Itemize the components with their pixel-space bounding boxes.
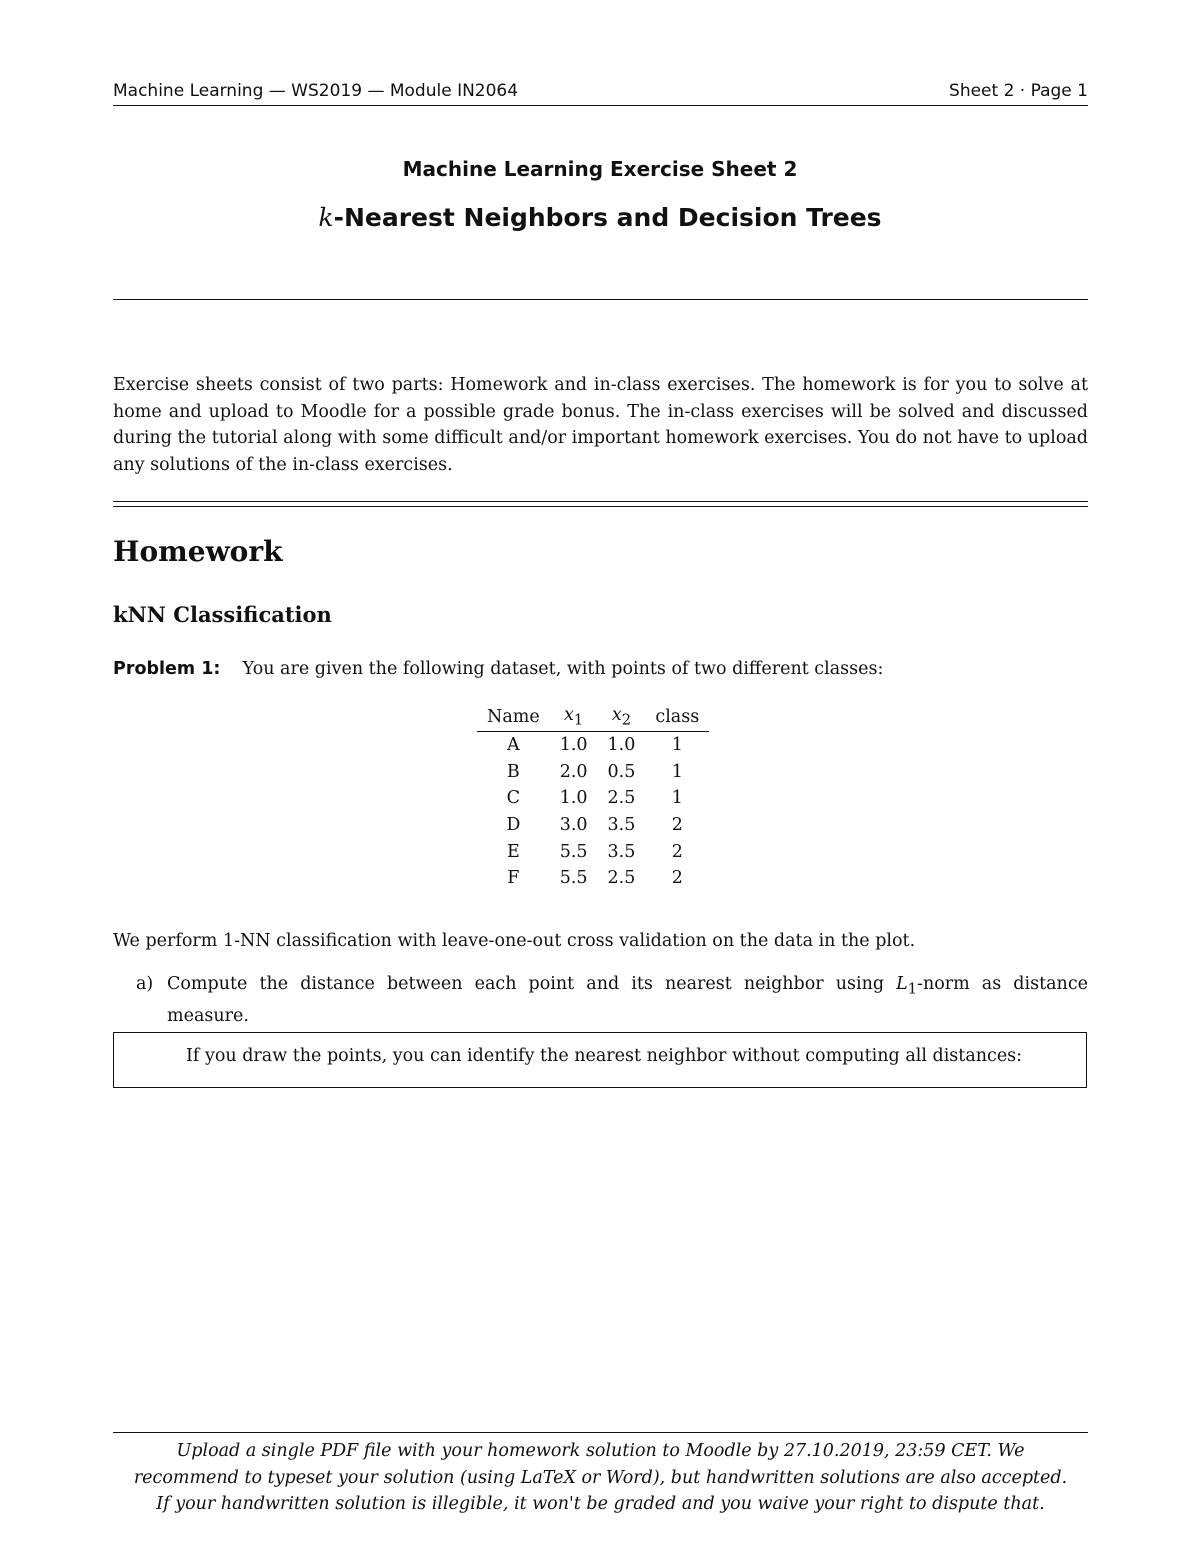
sheet-subtitle	[0, 203, 1200, 232]
header-x2: $x_2$	[611, 705, 632, 729]
header-rule	[113, 105, 1088, 106]
table-row	[477, 812, 709, 839]
problem-statement	[113, 659, 883, 679]
section-heading: Homework	[113, 535, 283, 568]
subtitle-text: -Nearest Neighbors and Decision Trees	[333, 203, 882, 232]
footer-line-2b: or Word), but handwritten solutions are also accepted.	[575, 1467, 1068, 1488]
cell-name: D	[506, 815, 521, 836]
norm-subscript: 1	[907, 980, 918, 998]
task-a	[136, 971, 1088, 1030]
footer-line-3: If your handwritten solution is illegible, it won't be graded and you waive your right to dispute that.	[156, 1494, 1045, 1514]
problem-text: You are given the following dataset, with points of two different classes:	[242, 659, 884, 679]
cell-x1: 1.0	[559, 788, 588, 809]
sheet-title: Machine Learning Exercise Sheet 2	[402, 157, 798, 181]
latex-logo: LaTeX	[520, 1467, 576, 1488]
problem-label: Problem 1:	[113, 659, 221, 679]
cell-x1: 2.0	[559, 761, 588, 782]
table-body	[477, 732, 709, 892]
subtitle-k: k	[318, 203, 334, 232]
footer-line-2	[113, 1465, 1088, 1492]
cell-x1: 1.0	[559, 735, 588, 756]
table-header-row	[477, 703, 709, 732]
subsection-heading: kNN Classification	[113, 602, 332, 627]
footer-line-1: Upload a single PDF file with your homework solution to Moodle by 27.10.2019, 23:59 CET. We	[176, 1441, 1025, 1461]
table-row	[477, 838, 709, 865]
double-rule-bottom	[113, 506, 1088, 507]
cell-x1: 5.5	[559, 868, 588, 889]
table-row	[477, 785, 709, 812]
task-a-after: -norm as distance measure.	[167, 974, 1088, 1026]
task-a-before: Compute the distance between each point and its nearest neighbor using	[167, 974, 897, 994]
table-row	[477, 865, 709, 892]
footer-note	[113, 1438, 1088, 1518]
running-header-left: Machine Learning — WS2019 — Module IN2064	[113, 81, 519, 101]
cell-x1: 3.0	[559, 815, 588, 836]
cell-name: C	[506, 788, 521, 809]
cell-x2: 0.5	[607, 761, 636, 782]
cell-class: 2	[671, 815, 683, 836]
dataset-table	[477, 703, 709, 892]
table-row	[477, 759, 709, 786]
cell-name: F	[507, 868, 520, 889]
cell-x2: 1.0	[607, 735, 636, 756]
perform-sentence: We perform 1-NN classification with leave-one-out cross validation on the data in the plot.	[113, 931, 916, 951]
intro-paragraph: Exercise sheets consist of two parts: Homework and in-class exercises. The homework is for you to solve at home and upload to Moodle for a possible grade bonus. The in-class exercises will be solved and discussed during the tutorial along with some difficult and/or important homework exercises. You do not have to upload any solutions of the in-class exercises.	[113, 375, 1088, 475]
table-row	[477, 732, 709, 759]
cell-name: E	[506, 841, 520, 862]
cell-x1: 5.5	[559, 841, 588, 862]
footer-rule	[113, 1432, 1088, 1433]
running-header-right: Sheet 2 · Page 1	[949, 81, 1088, 101]
header-class: class	[655, 707, 700, 727]
cell-name: B	[506, 761, 520, 782]
cell-class: 2	[671, 868, 683, 889]
header-x1: $x_1$	[564, 705, 584, 729]
header-name: Name	[487, 707, 540, 727]
cell-class: 1	[671, 788, 683, 809]
footer-line-2a: recommend to typeset your solution (using	[133, 1467, 521, 1488]
task-a-text	[167, 971, 1088, 1030]
cell-x2: 2.5	[607, 788, 636, 809]
cell-class: 2	[671, 841, 683, 862]
cell-class: 1	[671, 735, 683, 756]
cell-class: 1	[671, 761, 683, 782]
norm-symbol: L	[896, 974, 908, 994]
title-rule	[113, 299, 1088, 300]
double-rule-top	[113, 501, 1088, 502]
cell-name: A	[507, 735, 520, 756]
task-a-label: a)	[136, 974, 154, 994]
solution-box	[113, 1032, 1087, 1088]
cell-x2: 2.5	[607, 868, 636, 889]
solution-box-text: If you draw the points, you can identify the nearest neighbor without computing all distances:	[186, 1046, 1023, 1066]
cell-x2: 3.5	[607, 841, 636, 862]
cell-x2: 3.5	[607, 815, 636, 836]
